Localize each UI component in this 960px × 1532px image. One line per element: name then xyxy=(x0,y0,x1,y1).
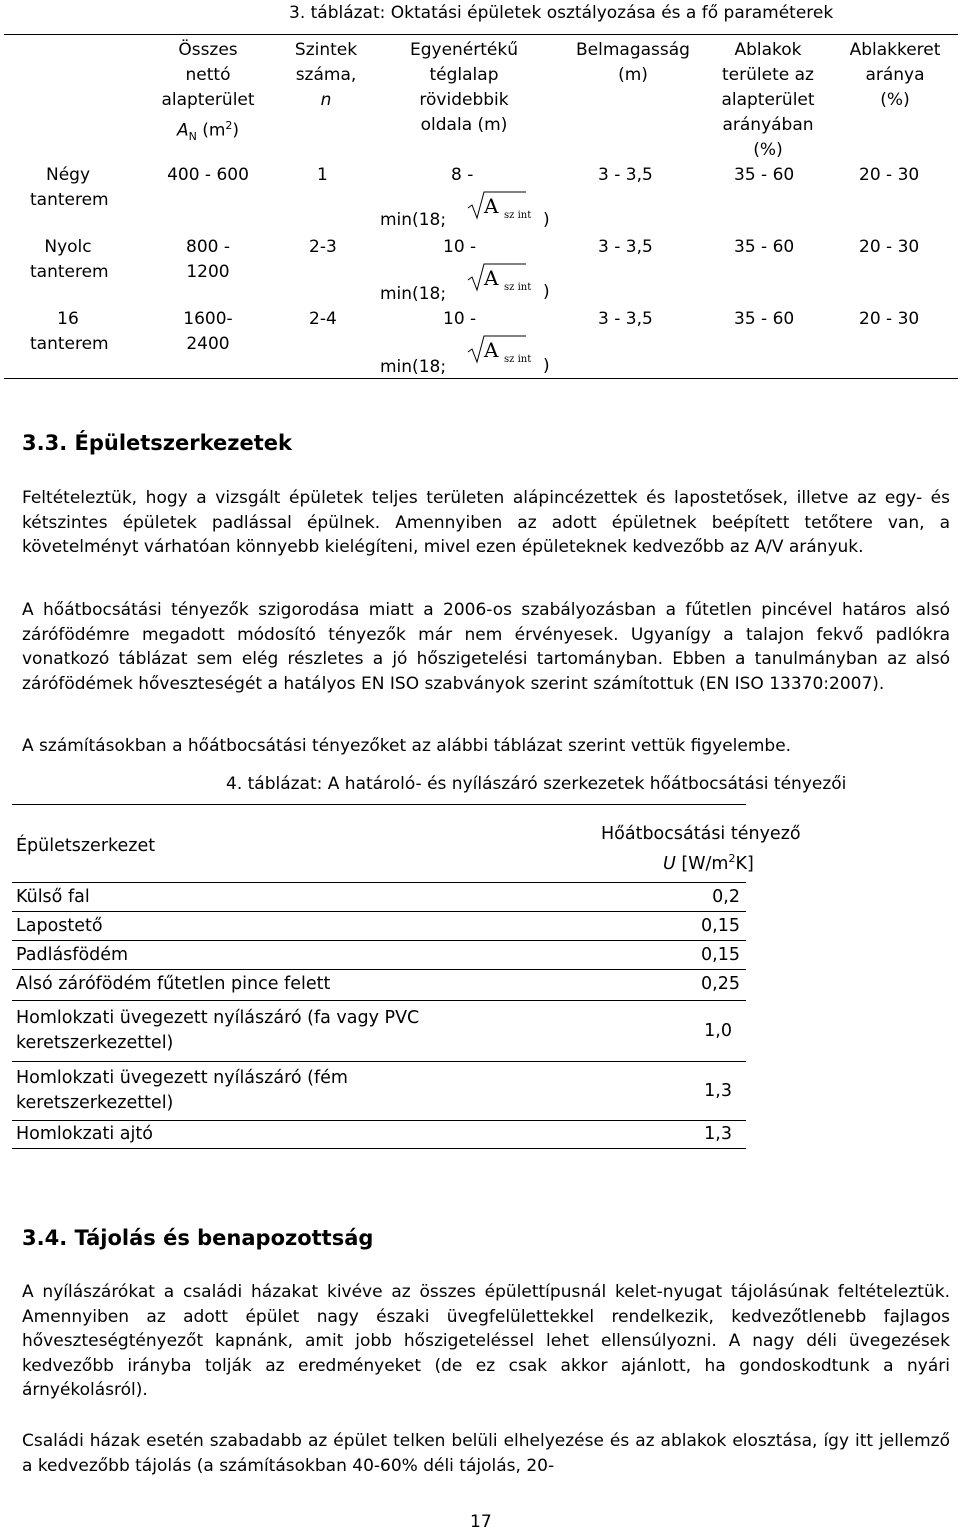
row3-name-line1: 16 xyxy=(57,309,79,329)
table3-row1-height: 3 - 3,5 xyxy=(598,165,653,185)
table3-row3-area xyxy=(150,307,266,357)
table3-row2-formula-min: min(18; xyxy=(380,284,447,304)
table3-row1-formula-sub: sz int xyxy=(504,210,532,221)
table4-caption: 4. táblázat: A határoló- és nyílászáró szerkezetek hőátbocsátási tényezői xyxy=(226,774,847,794)
table3-row1-formula-a: A xyxy=(484,194,499,218)
table3-row3-frame: 20 - 30 xyxy=(859,309,920,329)
table4-row6-rule xyxy=(12,1120,746,1121)
row1-name-line2: tanterem xyxy=(30,190,109,210)
table3-row3-formula-sub: sz int xyxy=(504,354,532,365)
table3-row2-height: 3 - 3,5 xyxy=(598,237,653,257)
table4-row4-value: 0,25 xyxy=(701,974,740,994)
table4-bottom-rule xyxy=(12,1148,746,1149)
table4-row4-rule xyxy=(12,1000,746,1001)
header-rect-line1: Egyenértékű xyxy=(409,40,519,60)
table4-header-u-line2 xyxy=(663,846,754,877)
section-3-4-paragraph-1: A nyílászárókat a családi házakat kivéve az összes épülettípusnál kelet-nyugat tájolásúnak feltételeztük. Amennyiben az adott épület nagy északi üvegfelülettekkel rendelkezik, kedvezőtlenebb fajlagos hőveszteségtényezőt kapnánk, amit jobb hőszigeteléssel lehet ellensúlyozni. A nagy déli üvegezések kedvezőbb irányba tolják az eredményeket (de ez csak akkor ajánlott, ha gondoskodtunk a nyári árnyékolásról). xyxy=(22,1282,950,1401)
table4-row3-rule xyxy=(12,969,746,970)
table3-header-rect xyxy=(386,38,542,138)
table4-row2-name: Lapostető xyxy=(16,916,103,936)
table3-row3-name xyxy=(30,307,109,357)
row2-area-line2: 1200 xyxy=(186,262,230,282)
row1-name-line1: Négy xyxy=(45,165,91,185)
table4-row5-name xyxy=(16,1006,419,1056)
table4-row1-value: 0,2 xyxy=(712,887,740,907)
header-floors-line1: Szintek xyxy=(294,40,358,60)
section-3-4-heading: 3.4. Tájolás és benapozottság xyxy=(22,1226,374,1250)
table3-top-rule xyxy=(4,34,958,35)
row3-name-line2: tanterem xyxy=(30,334,109,354)
table3-header-floors xyxy=(276,38,376,113)
table3-row2-rect: 10 - xyxy=(443,237,477,257)
table3-row2-area xyxy=(150,235,266,285)
header-height-line2: (m) xyxy=(618,65,648,85)
table3-row3-formula-min: min(18; xyxy=(380,357,447,377)
row3-area-line1: 1600- xyxy=(183,309,233,329)
table3-header-windows xyxy=(706,38,830,163)
header-height-line1: Belmagasság xyxy=(576,40,690,60)
table3-row1-rect: 8 - xyxy=(451,165,474,185)
header-frame-line2: aránya xyxy=(865,65,925,85)
u-unit-sup: 2 xyxy=(728,852,736,865)
table3-row2-windows: 35 - 60 xyxy=(734,237,795,257)
table4-row5-value: 1,0 xyxy=(704,1021,732,1041)
header-area-sub: N xyxy=(188,130,197,144)
header-windows-line2: területe az xyxy=(722,65,814,85)
table4-row1-name: Külső fal xyxy=(16,887,90,907)
header-windows-line5: (%) xyxy=(753,140,783,160)
section-3-4-paragraph-2: Családi házak esetén szabadabb az épület telken belüli elhelyezése és az ablakok elosztása, így itt jellemző a kedvezőbb tájolás (a számításokban 40-60% déli tájolás, 20- xyxy=(22,1431,950,1476)
table4-row3-value: 0,15 xyxy=(701,945,740,965)
table3-row1-floors: 1 xyxy=(317,165,328,185)
table4-row5-name-line1: Homlokzati üvegezett nyílászáró (fa vagy PVC xyxy=(16,1008,420,1028)
table3-header-area xyxy=(150,38,266,149)
table3-row2-name xyxy=(30,235,109,285)
table4-header-rule xyxy=(12,882,746,883)
table3-row3-formula-a: A xyxy=(484,338,499,362)
row2-name-line2: tanterem xyxy=(30,262,109,282)
header-area-unit: (m xyxy=(202,120,226,141)
table4-row2-value: 0,15 xyxy=(701,916,740,936)
table4-row3-name: Padlásfödém xyxy=(16,945,129,965)
table4-row6-name xyxy=(16,1066,348,1116)
section-3-3-paragraph-1: Feltételeztük, hogy a vizsgált épületek teljes területen alápincézettek és lapostetősek, illetve az egy- és kétszintes épületek padlással épülnek. Amennyiben az adott épületnek beépített tetőtere van, a követelményt várhatóan könnyebb kielégíteni, mivel ezen épületeknek kedvezőbb az A/V arányuk. xyxy=(22,488,950,558)
table3-row3-windows: 35 - 60 xyxy=(734,309,795,329)
table3-caption: 3. táblázat: Oktatási épületek osztályozása és a fő paraméterek xyxy=(289,3,834,23)
header-windows-line1: Ablakok xyxy=(734,40,802,60)
table4-header-u-line1: Hőátbocsátási tényező xyxy=(601,824,801,844)
header-area-close: ) xyxy=(232,120,240,141)
table3-header-frame xyxy=(836,38,954,113)
row1-area-line1: 400 - 600 xyxy=(167,165,249,185)
row2-name-line1: Nyolc xyxy=(44,237,92,257)
header-frame-line3: (%) xyxy=(880,90,910,110)
table4-row1-rule xyxy=(12,911,746,912)
header-area-line3: alapterület xyxy=(161,90,255,110)
header-rect-line2: téglalap xyxy=(429,65,499,85)
table3-row2-formula-close: ) xyxy=(543,282,550,302)
table3-row1-frame: 20 - 30 xyxy=(859,165,920,185)
header-area-sup: 2 xyxy=(225,119,233,132)
table4-header-structure: Épületszerkezet xyxy=(16,836,156,856)
section-3-3-heading: 3.3. Épületszerkezetek xyxy=(22,431,292,455)
row3-area-line2: 2400 xyxy=(186,334,230,354)
header-area-line1: Összes xyxy=(178,40,238,60)
row2-area-line1: 800 - xyxy=(186,237,230,257)
table4-row7-name: Homlokzati ajtó xyxy=(16,1124,153,1144)
table4-row7-value: 1,3 xyxy=(704,1124,732,1144)
header-floors-symbol: n xyxy=(320,90,332,110)
table4-row6-value: 1,3 xyxy=(704,1081,732,1101)
u-symbol: U xyxy=(663,853,676,874)
section-3-3-paragraph-2: A hőátbocsátási tényezők szigorodása miatt a 2006-os szabályozásban a fűtetlen pincével határos alsó zárófödémre megadott módosító tényezők már nem érvényesek. Ugyanígy a talajon fekvő padlókra vonatkozó táblázat sem elég részletes a jó hőszigetelési tartományban. Ebben a tanulmányban az alsó zárófödémek hőveszteségét a hatályos EN ISO szabványok szerint számítottuk (EN ISO 13370:2007). xyxy=(22,600,950,694)
header-floors-line2: száma, xyxy=(295,65,357,85)
table3-header-height xyxy=(560,38,706,88)
table4-row6-name-line2: keretszerkezettel) xyxy=(16,1093,174,1113)
table4-row4-name: Alsó zárófödém fűtetlen pince felett xyxy=(16,974,331,994)
page-number: 17 xyxy=(470,1512,492,1532)
header-frame-line1: Ablakkeret xyxy=(849,40,941,60)
table3-row3-formula-close: ) xyxy=(543,356,550,376)
header-area-line4 xyxy=(150,113,266,149)
table4-row5-name-line2: keretszerkezettel) xyxy=(16,1033,174,1053)
header-area-line2: nettó xyxy=(185,65,231,85)
table4-row6-name-line1: Homlokzati üvegezett nyílászáró (fém xyxy=(16,1068,348,1088)
table3-row1-windows: 35 - 60 xyxy=(734,165,795,185)
header-floors-line3 xyxy=(276,88,376,113)
header-area-symbol: A xyxy=(176,120,189,141)
table3-row1-formula-min: min(18; xyxy=(380,210,447,230)
table4-row2-rule xyxy=(12,940,746,941)
table4-top-rule xyxy=(12,804,746,805)
table3-row2-formula-a: A xyxy=(484,266,499,290)
table3-bottom-rule xyxy=(4,378,958,379)
header-rect-line3: rövidebbik xyxy=(419,90,509,110)
header-rect-line4: oldala (m) xyxy=(420,115,508,135)
header-windows-line3: alapterület xyxy=(721,90,815,110)
table4-row5-rule xyxy=(12,1061,746,1062)
table3-row3-rect: 10 - xyxy=(443,309,477,329)
table3-row1-formula-close: ) xyxy=(543,210,550,230)
section-3-3-paragraph-3: A számításokban a hőátbocsátási tényezőket az alábbi táblázat szerint vettük figyelembe. xyxy=(22,736,792,756)
table3-row2-frame: 20 - 30 xyxy=(859,237,920,257)
table3-row3-height: 3 - 3,5 xyxy=(598,309,653,329)
table3-row2-formula-sub: sz int xyxy=(504,282,532,293)
header-windows-line4: arányában xyxy=(722,115,814,135)
table3-row1-area xyxy=(150,163,266,188)
table3-row1-name xyxy=(30,163,109,213)
u-unit-close: K] xyxy=(735,853,754,874)
table3-row2-floors: 2-3 xyxy=(309,237,337,257)
u-unit-open: [W/m xyxy=(681,853,729,874)
table3-row3-floors: 2-4 xyxy=(309,309,337,329)
